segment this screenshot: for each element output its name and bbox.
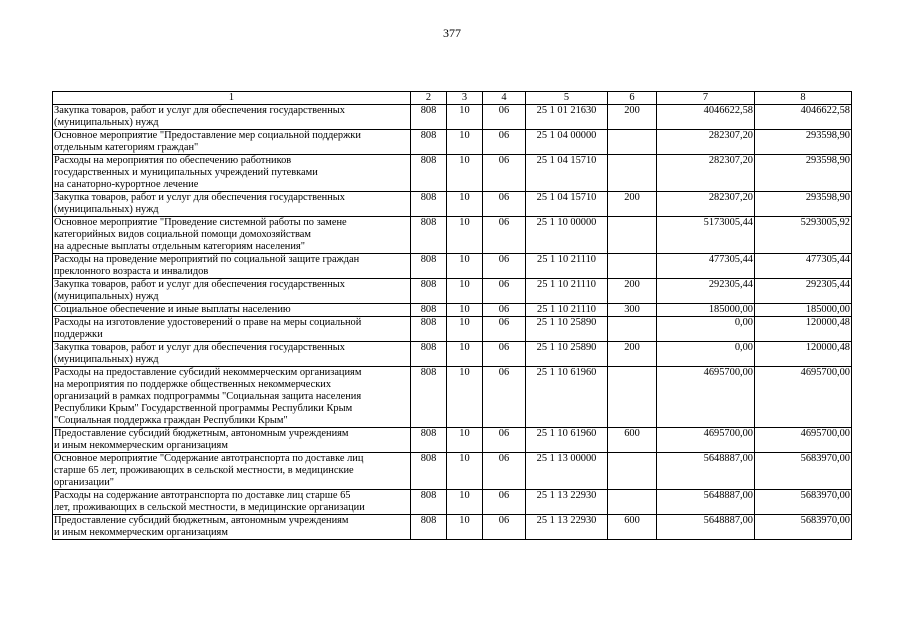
table-row	[53, 317, 852, 342]
target-code-cell: 25 1 10 21110	[526, 254, 608, 279]
row-name-cell	[53, 428, 411, 453]
amount-year-1-cell: 0,00	[657, 317, 755, 342]
subsection-cell: 06	[483, 254, 526, 279]
table-row	[53, 217, 852, 254]
amount-year-2-cell: 5683970,00	[755, 515, 852, 540]
subsection-cell: 06	[483, 515, 526, 540]
target-code-cell: 25 1 04 15710	[526, 192, 608, 217]
amount-year-2-cell: 5683970,00	[755, 490, 852, 515]
column-number: 1	[53, 92, 411, 105]
expense-type-cell: 600	[608, 515, 657, 540]
amount-year-2-cell: 185000,00	[755, 304, 852, 317]
row-name-line: и иным некоммерческим организациям	[54, 527, 228, 538]
row-name-cell	[53, 254, 411, 279]
row-name-cell	[53, 105, 411, 130]
table-row	[53, 304, 852, 317]
code-cell: 808	[411, 130, 447, 155]
table-row	[53, 515, 852, 540]
target-code-cell: 25 1 04 00000	[526, 130, 608, 155]
column-number: 7	[657, 92, 755, 105]
column-number: 4	[483, 92, 526, 105]
row-name-line: Закупка товаров, работ и услуг для обеспечения государственных	[54, 342, 345, 353]
section-cell: 10	[447, 317, 483, 342]
expense-type-cell	[608, 367, 657, 428]
amount-year-2-cell: 4695700,00	[755, 367, 852, 428]
table-row	[53, 105, 852, 130]
table-row	[53, 192, 852, 217]
subsection-cell: 06	[483, 317, 526, 342]
amount-year-1-cell: 282307,20	[657, 130, 755, 155]
section-cell: 10	[447, 428, 483, 453]
amount-year-2-cell: 292305,44	[755, 279, 852, 304]
subsection-cell: 06	[483, 490, 526, 515]
amount-year-1-cell: 4046622,58	[657, 105, 755, 130]
subsection-cell: 06	[483, 279, 526, 304]
code-cell: 808	[411, 304, 447, 317]
row-name-line: Закупка товаров, работ и услуг для обеспечения государственных	[54, 192, 345, 203]
amount-year-1-cell: 5173005,44	[657, 217, 755, 254]
code-cell: 808	[411, 279, 447, 304]
code-cell: 808	[411, 254, 447, 279]
row-name-line: лет, проживающих в сельской местности, в медицинские организации	[54, 502, 365, 513]
table-row	[53, 130, 852, 155]
subsection-cell: 06	[483, 453, 526, 490]
amount-year-1-cell: 0,00	[657, 342, 755, 367]
subsection-cell: 06	[483, 217, 526, 254]
section-cell: 10	[447, 279, 483, 304]
table-body	[53, 105, 852, 540]
row-name-line: старше 65 лет, проживающих в сельской местности, в медицинские	[54, 465, 354, 476]
target-code-cell: 25 1 10 21110	[526, 304, 608, 317]
amount-year-2-cell: 4046622,58	[755, 105, 852, 130]
subsection-cell: 06	[483, 304, 526, 317]
subsection-cell: 06	[483, 155, 526, 192]
expense-type-cell: 200	[608, 105, 657, 130]
table-row	[53, 490, 852, 515]
row-name-line: на мероприятия по поддержке общественных некоммерческих	[54, 379, 332, 390]
amount-year-1-cell: 4695700,00	[657, 428, 755, 453]
budget-table	[52, 91, 852, 540]
table-row	[53, 367, 852, 428]
section-cell: 10	[447, 192, 483, 217]
row-name-line: Основное мероприятие "Содержание автотранспорта по доставке лиц	[54, 453, 364, 464]
table-row	[53, 428, 852, 453]
code-cell: 808	[411, 453, 447, 490]
expense-type-cell: 600	[608, 428, 657, 453]
amount-year-1-cell: 292305,44	[657, 279, 755, 304]
row-name-line: Закупка товаров, работ и услуг для обеспечения государственных	[54, 279, 345, 290]
expense-type-cell	[608, 254, 657, 279]
row-name-cell	[53, 130, 411, 155]
column-number: 3	[447, 92, 483, 105]
row-name-line: Предоставление субсидий бюджетным, автономным учреждениям	[54, 515, 349, 526]
amount-year-1-cell: 5648887,00	[657, 490, 755, 515]
row-name-cell	[53, 515, 411, 540]
row-name-line: Расходы на предоставление субсидий некоммерческим организациям	[54, 367, 362, 378]
section-cell: 10	[447, 367, 483, 428]
target-code-cell: 25 1 13 00000	[526, 453, 608, 490]
target-code-cell: 25 1 13 22930	[526, 515, 608, 540]
subsection-cell: 06	[483, 105, 526, 130]
section-cell: 10	[447, 105, 483, 130]
subsection-cell: 06	[483, 192, 526, 217]
expense-type-cell	[608, 317, 657, 342]
table-row	[53, 279, 852, 304]
amount-year-2-cell: 5293005,92	[755, 217, 852, 254]
amount-year-2-cell: 120000,48	[755, 317, 852, 342]
row-name-cell	[53, 490, 411, 515]
row-name-line: Расходы на изготовление удостоверений о праве на меры социальной	[54, 317, 362, 328]
code-cell: 808	[411, 155, 447, 192]
row-name-line: "Социальная поддержка граждан Республики Крым"	[54, 415, 288, 426]
row-name-line: Расходы на проведение мероприятий по социальной защите граждан	[54, 254, 360, 265]
row-name-line: Предоставление субсидий бюджетным, автономным учреждениям	[54, 428, 349, 439]
row-name-line: (муниципальных) нужд	[54, 291, 159, 302]
table-row	[53, 342, 852, 367]
target-code-cell: 25 1 04 15710	[526, 155, 608, 192]
target-code-cell: 25 1 10 61960	[526, 367, 608, 428]
subsection-cell: 06	[483, 342, 526, 367]
amount-year-2-cell: 293598,90	[755, 130, 852, 155]
expense-type-cell: 200	[608, 342, 657, 367]
row-name-line: и иным некоммерческим организациям	[54, 440, 228, 451]
amount-year-2-cell: 120000,48	[755, 342, 852, 367]
column-number-row	[53, 92, 852, 105]
table-row	[53, 254, 852, 279]
section-cell: 10	[447, 490, 483, 515]
expense-type-cell	[608, 453, 657, 490]
amount-year-1-cell: 477305,44	[657, 254, 755, 279]
target-code-cell: 25 1 01 21630	[526, 105, 608, 130]
code-cell: 808	[411, 192, 447, 217]
expense-type-cell	[608, 155, 657, 192]
code-cell: 808	[411, 428, 447, 453]
row-name-cell	[53, 367, 411, 428]
column-number: 6	[608, 92, 657, 105]
target-code-cell: 25 1 10 00000	[526, 217, 608, 254]
amount-year-2-cell: 293598,90	[755, 155, 852, 192]
row-name-cell	[53, 453, 411, 490]
row-name-cell	[53, 304, 411, 317]
amount-year-1-cell: 282307,20	[657, 192, 755, 217]
amount-year-1-cell: 5648887,00	[657, 515, 755, 540]
amount-year-1-cell: 185000,00	[657, 304, 755, 317]
section-cell: 10	[447, 453, 483, 490]
row-name-line: Основное мероприятие "Предоставление мер социальной поддержки	[54, 130, 361, 141]
column-number: 5	[526, 92, 608, 105]
amount-year-1-cell: 4695700,00	[657, 367, 755, 428]
code-cell: 808	[411, 367, 447, 428]
row-name-line: Республики Крым" Государственной программы Республики Крым	[54, 403, 353, 414]
section-cell: 10	[447, 155, 483, 192]
section-cell: 10	[447, 515, 483, 540]
row-name-line: на адресные выплаты отдельным категориям населения"	[54, 241, 305, 252]
column-number: 8	[755, 92, 852, 105]
row-name-cell	[53, 342, 411, 367]
section-cell: 10	[447, 304, 483, 317]
target-code-cell: 25 1 10 25890	[526, 317, 608, 342]
row-name-line: организаций в рамках подпрограммы "Социальная защита населения	[54, 391, 362, 402]
target-code-cell: 25 1 10 25890	[526, 342, 608, 367]
row-name-line: на санаторно-курортное лечение	[54, 179, 199, 190]
target-code-cell: 25 1 13 22930	[526, 490, 608, 515]
code-cell: 808	[411, 317, 447, 342]
row-name-line: (муниципальных) нужд	[54, 354, 159, 365]
row-name-cell	[53, 279, 411, 304]
row-name-line: (муниципальных) нужд	[54, 117, 159, 128]
code-cell: 808	[411, 105, 447, 130]
row-name-line: преклонного возраста и инвалидов	[54, 266, 209, 277]
subsection-cell: 06	[483, 428, 526, 453]
expense-type-cell	[608, 130, 657, 155]
expense-type-cell	[608, 217, 657, 254]
row-name-line: Закупка товаров, работ и услуг для обеспечения государственных	[54, 105, 345, 116]
section-cell: 10	[447, 342, 483, 367]
amount-year-1-cell: 282307,20	[657, 155, 755, 192]
target-code-cell: 25 1 10 61960	[526, 428, 608, 453]
subsection-cell: 06	[483, 130, 526, 155]
expense-type-cell	[608, 490, 657, 515]
table-row	[53, 453, 852, 490]
section-cell: 10	[447, 217, 483, 254]
amount-year-2-cell: 4695700,00	[755, 428, 852, 453]
expense-type-cell: 300	[608, 304, 657, 317]
row-name-cell	[53, 192, 411, 217]
table-header	[53, 92, 852, 105]
amount-year-2-cell: 477305,44	[755, 254, 852, 279]
expense-type-cell: 200	[608, 279, 657, 304]
row-name-line: Расходы на мероприятия по обеспечению работников	[54, 155, 292, 166]
row-name-line: Основное мероприятие "Проведение системной работы по замене	[54, 217, 347, 228]
column-number: 2	[411, 92, 447, 105]
row-name-cell	[53, 317, 411, 342]
code-cell: 808	[411, 515, 447, 540]
row-name-cell	[53, 217, 411, 254]
section-cell: 10	[447, 254, 483, 279]
row-name-line: организации"	[54, 477, 115, 488]
expense-type-cell: 200	[608, 192, 657, 217]
section-cell: 10	[447, 130, 483, 155]
code-cell: 808	[411, 490, 447, 515]
page-number: 377	[443, 26, 461, 40]
row-name-cell	[53, 155, 411, 192]
code-cell: 808	[411, 342, 447, 367]
row-name-line: отдельным категориям граждан"	[54, 142, 199, 153]
amount-year-2-cell: 293598,90	[755, 192, 852, 217]
row-name-line: поддержки	[54, 329, 103, 340]
table-row	[53, 155, 852, 192]
row-name-line: категорийных видов социальной помощи домохозяйствам	[54, 229, 311, 240]
code-cell: 808	[411, 217, 447, 254]
row-name-line: (муниципальных) нужд	[54, 204, 159, 215]
amount-year-1-cell: 5648887,00	[657, 453, 755, 490]
row-name-line: государственных и муниципальных учреждений путевками	[54, 167, 318, 178]
row-name-line: Социальное обеспечение и иные выплаты населению	[54, 304, 291, 315]
amount-year-2-cell: 5683970,00	[755, 453, 852, 490]
subsection-cell: 06	[483, 367, 526, 428]
row-name-line: Расходы на содержание автотранспорта по доставке лиц старше 65	[54, 490, 351, 501]
target-code-cell: 25 1 10 21110	[526, 279, 608, 304]
